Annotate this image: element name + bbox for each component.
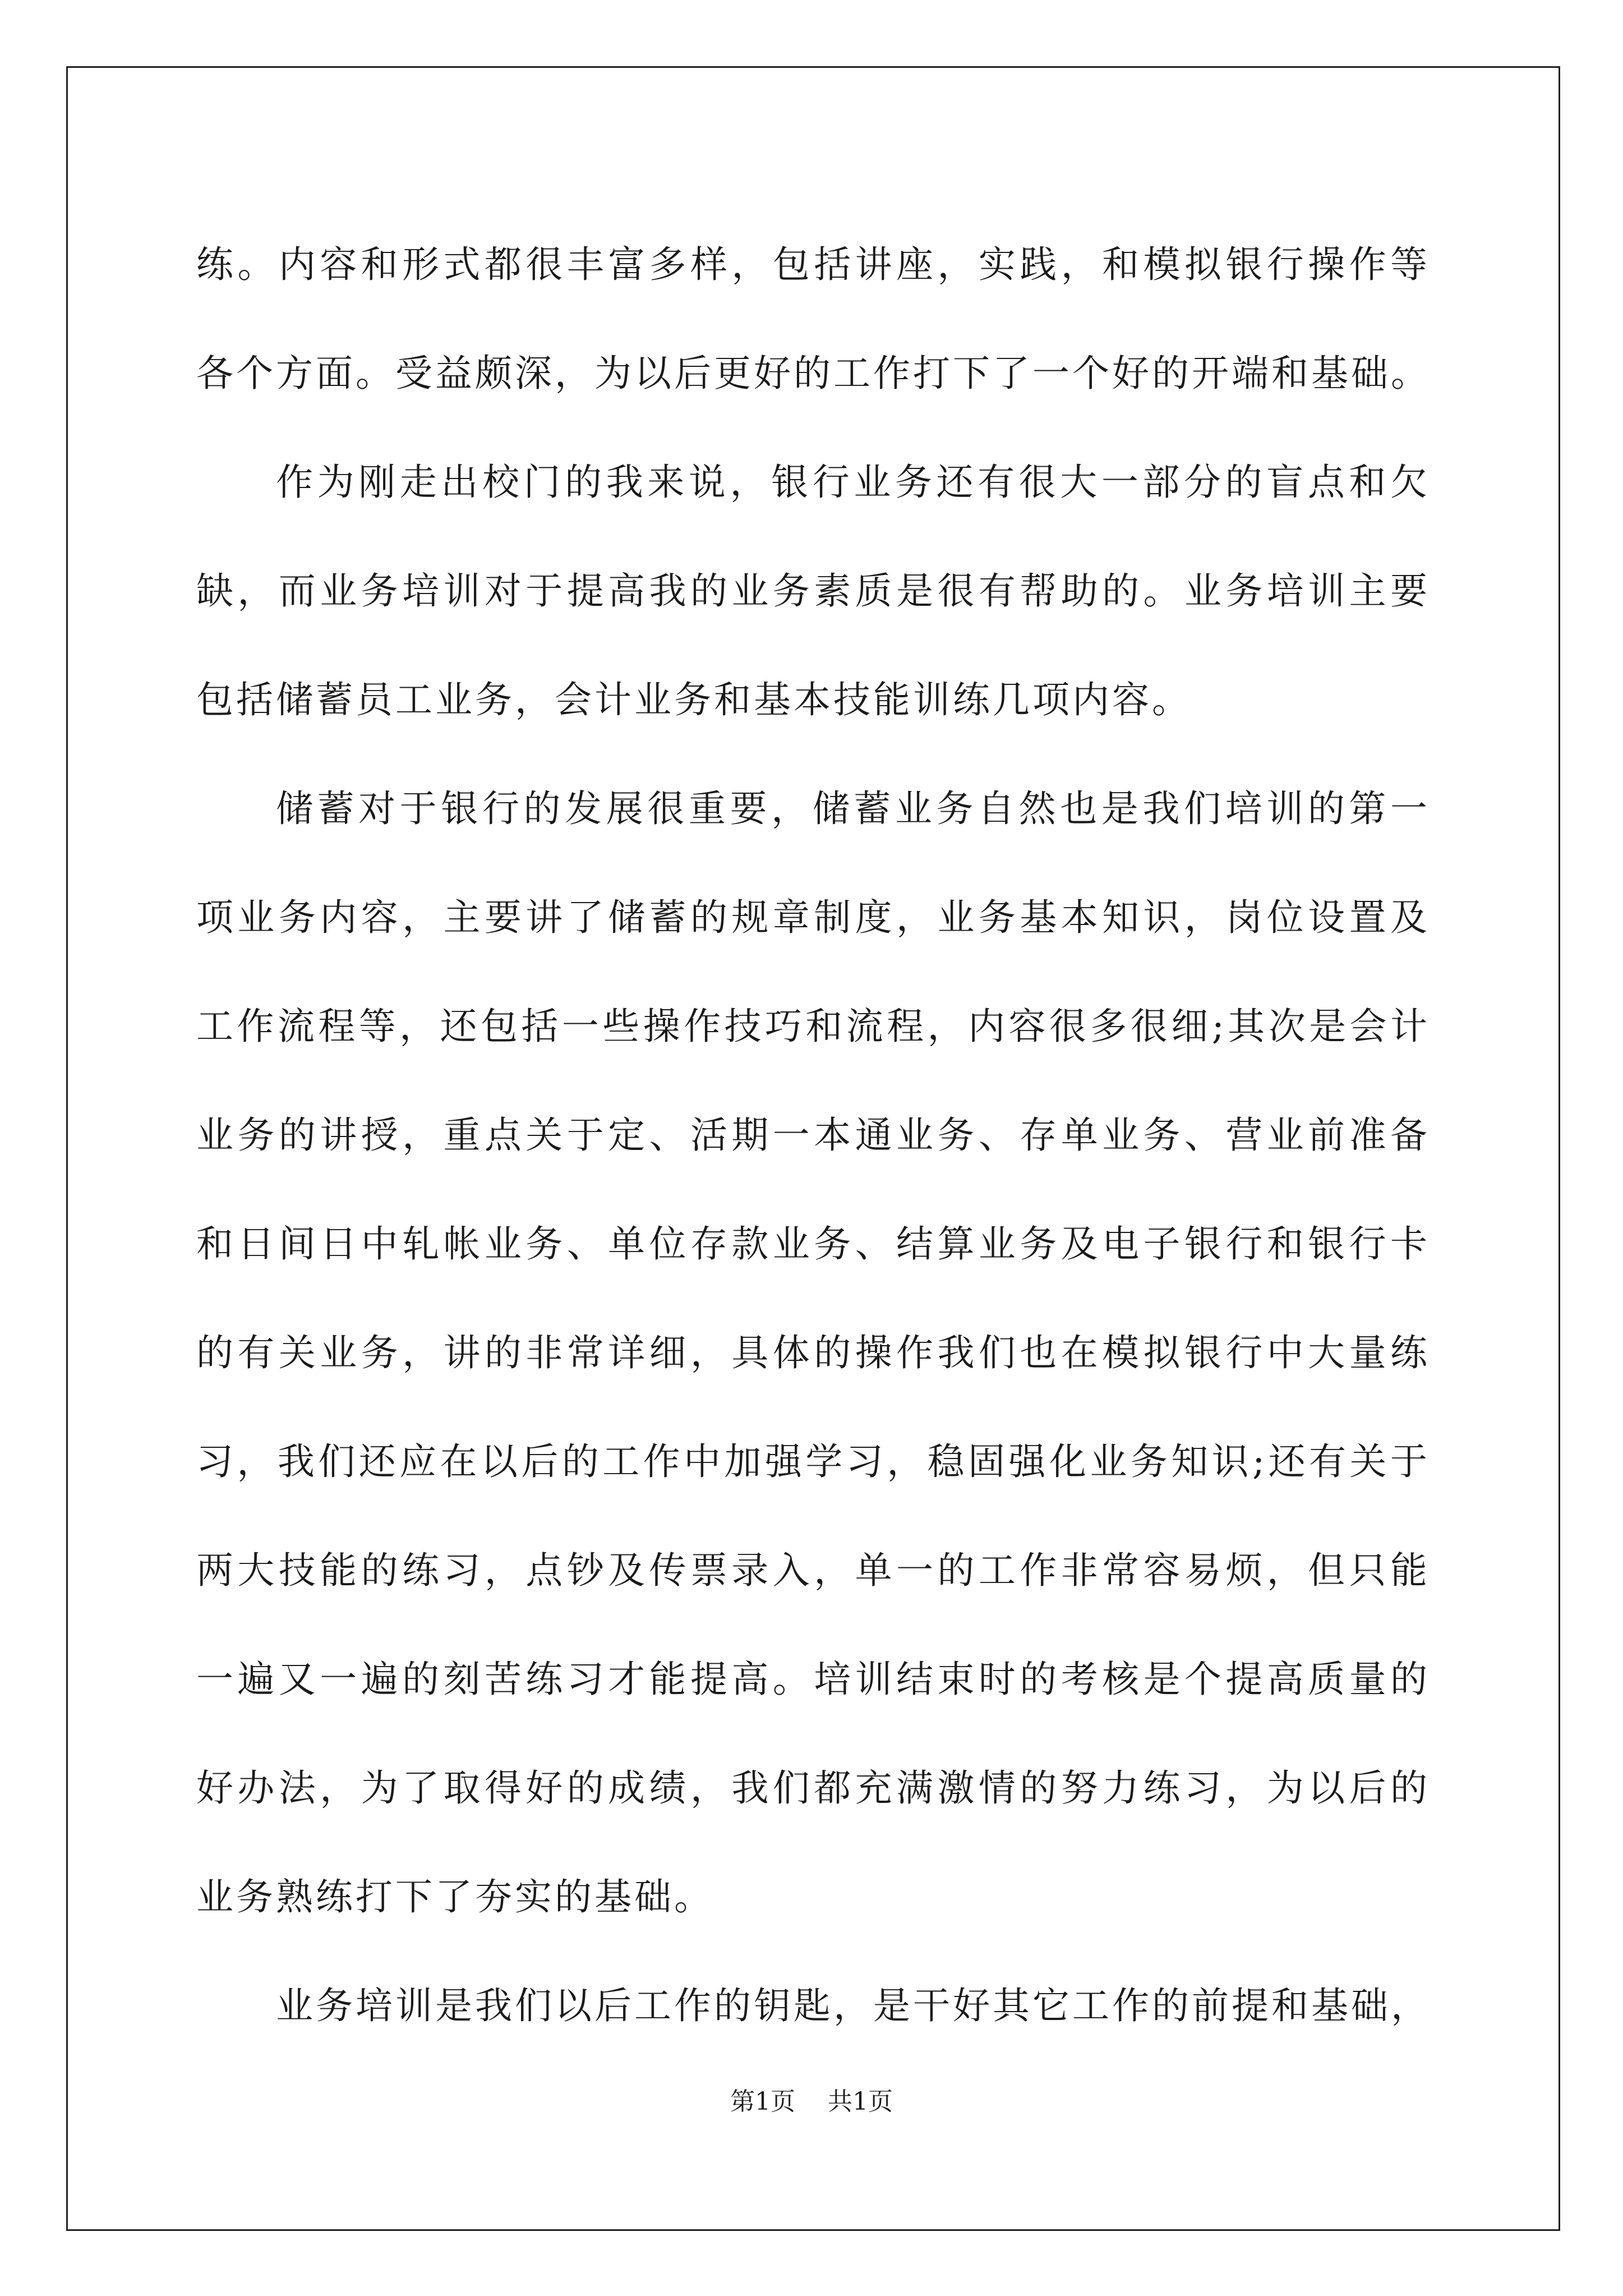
page-number-current: 第1页 (730, 2087, 795, 2116)
text-line: 的有关业务，讲的非常详细，具体的操作我们也在模拟银行中大量练 (196, 1331, 1430, 1374)
text-line: 工作流程等，还包括一些操作技巧和流程，内容很多很细;其次是会计 (196, 1005, 1430, 1048)
text-line: 两大技能的练习，点钞及传票录入，单一的工作非常容易烦，但只能 (196, 1549, 1430, 1592)
paragraph-end-line: 包括储蓄员工业务，会计业务和基本技能训练几项内容。 (196, 678, 1192, 721)
text-line: 项业务内容，主要讲了储蓄的规章制度，业务基本知识，岗位设置及 (196, 896, 1430, 939)
paragraph-end-line: 业务熟练打下了夯实的基础。 (196, 1875, 714, 1918)
page-number-total: 共1页 (828, 2087, 893, 2116)
text-line: 练。内容和形式都很丰富多样，包括讲座，实践，和模拟银行操作等 (196, 243, 1430, 286)
paragraph-start-line: 储蓄对于银行的发展很重要，储蓄业务自然也是我们培训的第一 (276, 787, 1430, 830)
page-footer (0, 2081, 1623, 2117)
text-line: 和日间日中轧帐业务、单位存款业务、结算业务及电子银行和银行卡 (196, 1222, 1430, 1266)
paragraph-start-line: 作为刚走出校门的我来说，银行业务还有很大一部分的盲点和欠 (276, 461, 1430, 504)
text-line: 各个方面。受益颇深，为以后更好的工作打下了一个好的开端和基础。 (196, 352, 1431, 395)
document-body (196, 210, 1430, 2060)
text-line: 业务的讲授，重点关于定、活期一本通业务、存单业务、营业前准备 (196, 1114, 1430, 1157)
text-line: 好办法，为了取得好的成绩，我们都充满激情的努力练习，为以后的 (196, 1766, 1430, 1810)
paragraph-start-line: 业务培训是我们以后工作的钥匙，是干好其它工作的前提和基础， (276, 1984, 1431, 2027)
text-line: 缺，而业务培训对于提高我的业务素质是很有帮助的。业务培训主要 (196, 569, 1430, 613)
text-line: 习，我们还应在以后的工作中加强学习，稳固强化业务知识;还有关于 (196, 1440, 1430, 1483)
text-line: 一遍又一遍的刻苦练习才能提高。培训结束时的考核是个提高质量的 (196, 1658, 1430, 1701)
